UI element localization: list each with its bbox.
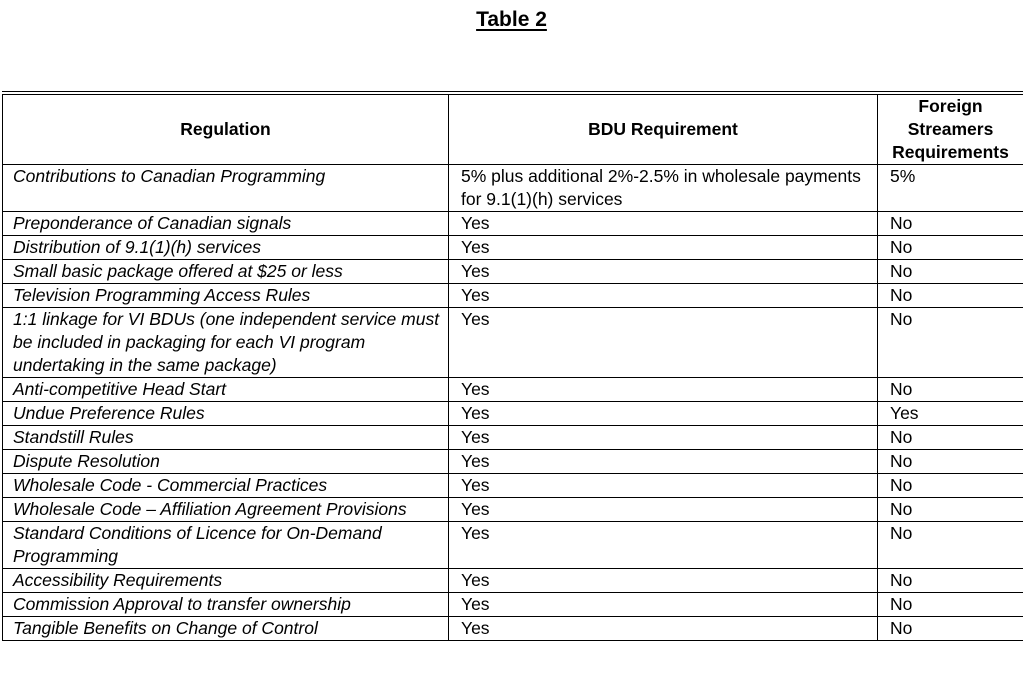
table-row <box>3 617 1023 641</box>
table-row <box>3 284 1023 308</box>
regulation-cell: Distribution of 9.1(1)(h) services <box>3 236 449 260</box>
foreign-streamers-cell: No <box>878 474 1023 498</box>
bdu-requirement-cell: Yes <box>449 474 878 498</box>
bdu-requirement-cell: Yes <box>449 426 878 450</box>
foreign-streamers-cell: No <box>878 569 1023 593</box>
table-row <box>3 593 1023 617</box>
bdu-requirement-cell: Yes <box>449 617 878 641</box>
table-title-text: Table 2 <box>476 8 547 31</box>
foreign-streamers-cell: No <box>878 284 1023 308</box>
foreign-streamers-cell: No <box>878 260 1023 284</box>
bdu-requirement-cell: Yes <box>449 212 878 236</box>
regulation-cell: Accessibility Requirements <box>3 569 449 593</box>
table-row <box>3 450 1023 474</box>
regulation-cell: Tangible Benefits on Change of Control <box>3 617 449 641</box>
foreign-streamers-cell: No <box>878 450 1023 474</box>
table-row <box>3 236 1023 260</box>
bdu-requirement-cell: 5% plus additional 2%-2.5% in wholesale payments for 9.1(1)(h) services <box>449 165 878 212</box>
foreign-streamers-cell: No <box>878 617 1023 641</box>
bdu-requirement-cell: Yes <box>449 522 878 569</box>
foreign-streamers-cell: No <box>878 426 1023 450</box>
table-row <box>3 498 1023 522</box>
foreign-streamers-cell: No <box>878 522 1023 569</box>
table-row <box>3 474 1023 498</box>
bdu-requirement-cell: Yes <box>449 236 878 260</box>
bdu-requirement-cell: Yes <box>449 284 878 308</box>
foreign-streamers-cell: No <box>878 236 1023 260</box>
foreign-streamers-cell: No <box>878 212 1023 236</box>
table-row <box>3 378 1023 402</box>
bdu-requirement-cell: Yes <box>449 308 878 378</box>
bdu-requirement-cell: Yes <box>449 498 878 522</box>
table-row <box>3 165 1023 212</box>
table-row <box>3 522 1023 569</box>
foreign-streamers-cell: No <box>878 498 1023 522</box>
table-row <box>3 426 1023 450</box>
regulation-cell: Contributions to Canadian Programming <box>3 165 449 212</box>
regulation-cell: Small basic package offered at $25 or less <box>3 260 449 284</box>
table-body <box>3 165 1023 641</box>
regulation-cell: Dispute Resolution <box>3 450 449 474</box>
foreign-streamers-cell: Yes <box>878 402 1023 426</box>
regulation-cell: Commission Approval to transfer ownership <box>3 593 449 617</box>
foreign-streamers-cell: No <box>878 593 1023 617</box>
bdu-requirement-cell: Yes <box>449 260 878 284</box>
regulation-cell: Undue Preference Rules <box>3 402 449 426</box>
bdu-requirement-cell: Yes <box>449 593 878 617</box>
table-header-row <box>3 95 1023 165</box>
regulation-cell: Standard Conditions of Licence for On-Demand Programming <box>3 522 449 569</box>
regulation-cell: Preponderance of Canadian signals <box>3 212 449 236</box>
table-row <box>3 308 1023 378</box>
table-title <box>0 6 1023 34</box>
header-foreign-streamers: Foreign Streamers Requirements <box>878 95 1023 165</box>
header-bdu-requirement: BDU Requirement <box>449 95 878 165</box>
header-regulation: Regulation <box>3 95 449 165</box>
table-row <box>3 260 1023 284</box>
foreign-streamers-cell: No <box>878 308 1023 378</box>
table-row <box>3 212 1023 236</box>
regulation-cell: 1:1 linkage for VI BDUs (one independent service must be included in packaging for each VI program undertaking in the same package) <box>3 308 449 378</box>
bdu-requirement-cell: Yes <box>449 569 878 593</box>
regulation-cell: Standstill Rules <box>3 426 449 450</box>
table-row <box>3 402 1023 426</box>
regulation-cell: Television Programming Access Rules <box>3 284 449 308</box>
bdu-requirement-cell: Yes <box>449 402 878 426</box>
regulation-cell: Anti-competitive Head Start <box>3 378 449 402</box>
table-row <box>3 569 1023 593</box>
bdu-requirement-cell: Yes <box>449 378 878 402</box>
bdu-requirement-cell: Yes <box>449 450 878 474</box>
regulation-cell: Wholesale Code – Affiliation Agreement Provisions <box>3 498 449 522</box>
foreign-streamers-cell: 5% <box>878 165 1023 212</box>
foreign-streamers-cell: No <box>878 378 1023 402</box>
regulation-cell: Wholesale Code - Commercial Practices <box>3 474 449 498</box>
regulation-comparison-table <box>2 94 1023 641</box>
